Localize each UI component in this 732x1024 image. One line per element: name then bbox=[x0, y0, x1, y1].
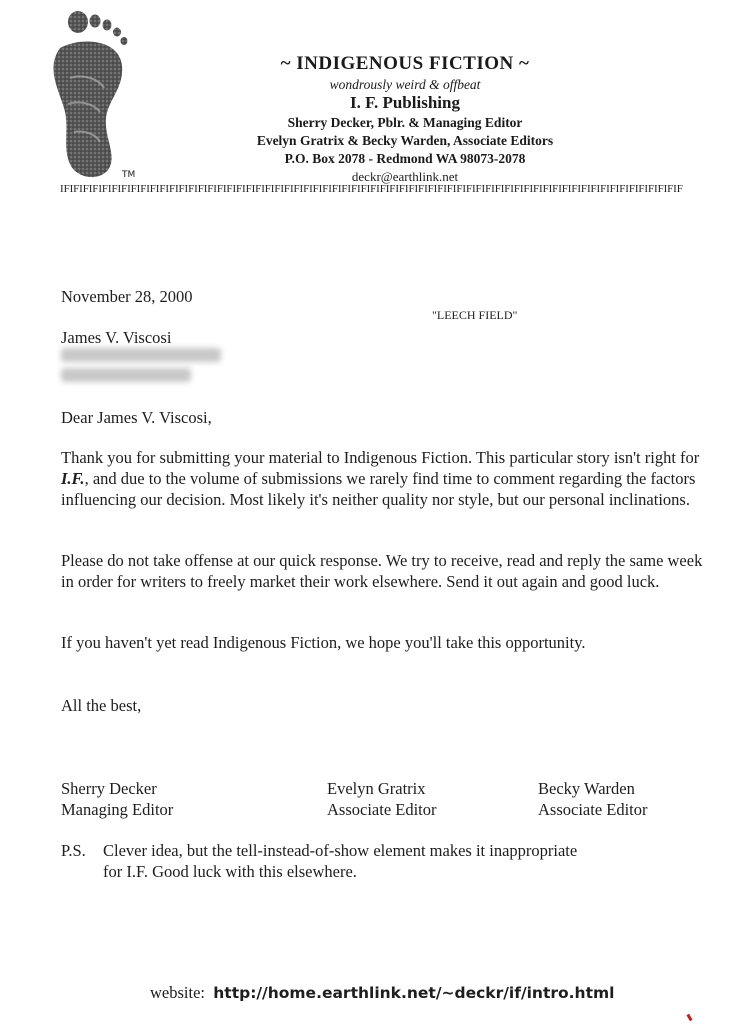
letterhead-email: deckr@earthlink.net bbox=[351, 169, 459, 184]
signer-name: Becky Warden bbox=[538, 779, 635, 798]
publication-title: ~ INDIGENOUS FICTION ~ bbox=[280, 53, 530, 74]
if-italic-abbrev: I.F. bbox=[61, 468, 85, 488]
redacted-address-line-1 bbox=[61, 348, 221, 362]
recipient-name: James V. Viscosi bbox=[61, 328, 172, 347]
footprint-logo-icon bbox=[38, 8, 130, 180]
signer-title: Associate Editor bbox=[327, 800, 437, 819]
letter-closing: All the best, bbox=[61, 696, 142, 715]
postscript-line-1: Clever idea, but the tell-instead-of-show element makes it inappropriate bbox=[103, 841, 578, 860]
letter-paragraph-3: If you haven't yet read Indigenous Fiction, we hope you'll take this opportunity. bbox=[61, 633, 586, 652]
letter-paragraph-1: Thank you for submitting your material to Indigenous Fiction. This particular story isn't right for I.F., and due to the volume of submissions we rarely find time to comment regarding the factors influencing our decision. Most likely it's neither quality nor style, but our personal inclinations. bbox=[61, 448, 700, 509]
postscript-line-2: for I.F. Good luck with this elsewhere. bbox=[103, 862, 357, 881]
salutation: Dear James V. Viscosi, bbox=[61, 408, 212, 427]
website-url-link[interactable]: http://home.earthlink.net/~deckr/if/intro.html bbox=[213, 984, 615, 1002]
signature-block-evelyn bbox=[327, 778, 437, 820]
signer-name: Evelyn Gratrix bbox=[327, 779, 426, 798]
story-title-reference: "LEECH FIELD" bbox=[432, 308, 518, 322]
trademark-mark: TM bbox=[122, 170, 136, 180]
letterhead-address-line: P.O. Box 2078 - Redmond WA 98073-2078 bbox=[284, 151, 526, 166]
publisher-name: I. F. Publishing bbox=[350, 93, 460, 112]
letterhead-if-strip: IFIFIFIFIFIFIFIFIFIFIFIFIFIFIFIFIFIFIFIFIFIFIFIFIFIFIFIFIFIFIFIFIFIFIFIFIFIFIFIFIFIFIFIFIFIFIFIFIFIFIFIFIFIFIFIFIFIFIFIFIFIFIFIFIF bbox=[60, 183, 683, 195]
postscript bbox=[61, 840, 711, 882]
letterhead-associate-editors-line: Evelyn Gratrix & Becky Warden, Associate Editors bbox=[256, 133, 554, 148]
ink-speck bbox=[686, 1014, 692, 1022]
letter-date: November 28, 2000 bbox=[61, 287, 193, 306]
signature-block-sherry bbox=[61, 778, 173, 820]
signer-title: Associate Editor bbox=[538, 800, 648, 819]
publication-tagline: wondrously weird & offbeat bbox=[329, 77, 481, 92]
letter-paragraph-2: Please do not take offense at our quick response. We try to receive, read and reply the same week in order for writers to freely market their work elsewhere. Send it out again and good luck. bbox=[61, 551, 703, 591]
postscript-label: P.S. bbox=[61, 841, 86, 860]
website-footer bbox=[150, 983, 614, 1003]
signer-name: Sherry Decker bbox=[61, 779, 157, 798]
signer-title: Managing Editor bbox=[61, 800, 174, 819]
redacted-address-line-2 bbox=[61, 368, 191, 382]
signature-block-becky bbox=[538, 778, 648, 820]
letterhead-editor-line: Sherry Decker, Pblr. & Managing Editor bbox=[287, 115, 523, 130]
website-label: website: bbox=[150, 983, 205, 1002]
